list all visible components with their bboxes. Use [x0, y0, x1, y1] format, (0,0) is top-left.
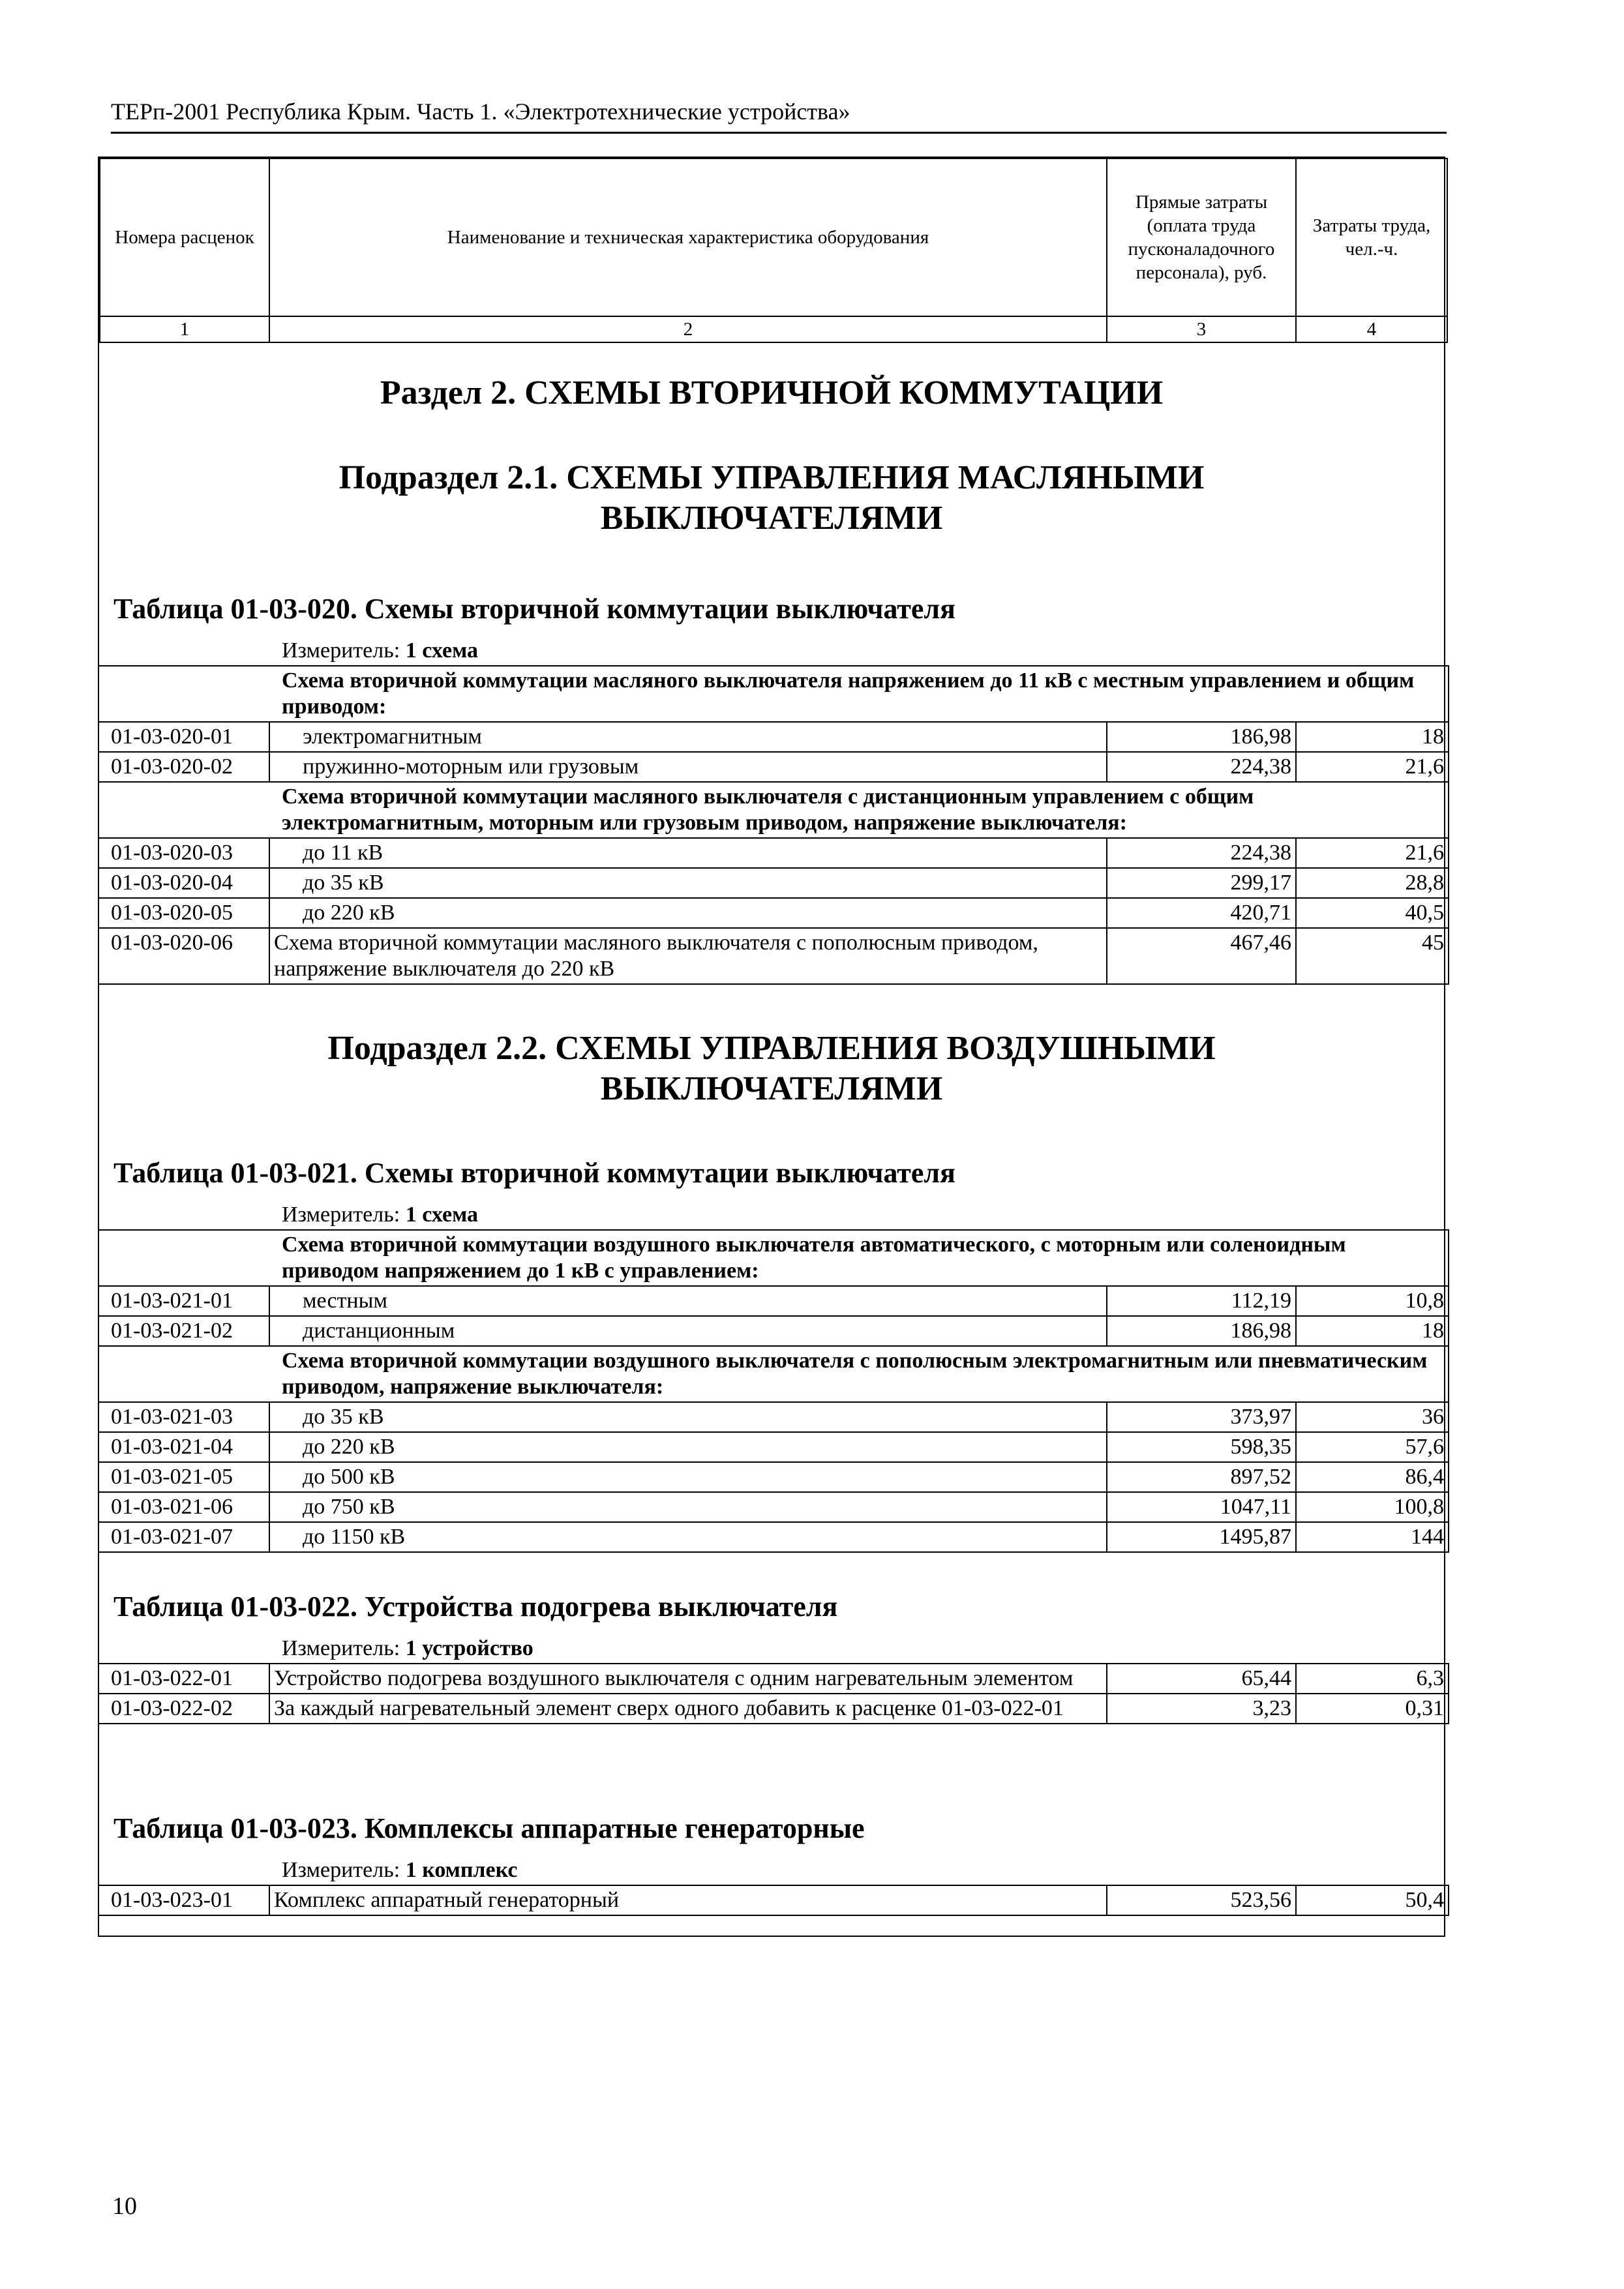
- rate-name: до 35 кВ: [269, 1402, 1107, 1432]
- rate-cost: 65,44: [1107, 1664, 1296, 1694]
- rate-name: электромагнитным: [269, 722, 1107, 752]
- col-header-labor: Затраты труда, чел.-ч.: [1296, 158, 1447, 316]
- table-row: [98, 1432, 1449, 1462]
- rate-cost: 3,23: [1107, 1694, 1296, 1724]
- measure-unit: 1 схема: [405, 1203, 479, 1227]
- rate-labor: 36: [1296, 1402, 1449, 1432]
- rate-labor: 144: [1296, 1522, 1449, 1552]
- rate-code: 01-03-021-05: [98, 1462, 269, 1492]
- col-header-cost: Прямые затраты (оплата труда пусконаладочного персонала), руб.: [1107, 158, 1296, 316]
- col-number-4: 4: [1296, 316, 1447, 342]
- table-row: [98, 752, 1449, 782]
- rate-labor: 18: [1296, 722, 1449, 752]
- table-row: [98, 1286, 1449, 1316]
- rate-code: 01-03-020-01: [98, 722, 269, 752]
- subsection-title-1: Подраздел 2.1. СХЕМЫ УПРАВЛЕНИЯ МАСЛЯНЫМИ ВЫКЛЮЧАТЕЛЯМИ: [338, 459, 1205, 537]
- group-header: Схема вторичной коммутации масляного выключателя с дистанционным управлением с общим электромагнитным, моторным или грузовым приводом, напряжение выключателя:: [98, 782, 1449, 838]
- rate-labor: 6,3: [1296, 1664, 1449, 1694]
- rate-name: Схема вторичной коммутации масляного выключателя с пополюсным приводом, напряжение выключателя до 220 кВ: [269, 928, 1107, 984]
- rate-code: 01-03-020-02: [98, 752, 269, 782]
- column-header-table: [99, 158, 1448, 343]
- rate-name: местным: [269, 1286, 1107, 1316]
- table-row: [98, 928, 1449, 984]
- rate-name: Комплекс аппаратный генераторный: [269, 1885, 1107, 1915]
- group-row: [98, 1346, 1449, 1402]
- rate-labor: 86,4: [1296, 1462, 1449, 1492]
- rate-code: 01-03-022-02: [98, 1694, 269, 1724]
- rate-code: 01-03-021-03: [98, 1402, 269, 1432]
- rate-labor: 21,6: [1296, 752, 1449, 782]
- content-frame: [98, 157, 1445, 1937]
- table-row: [98, 1694, 1449, 1724]
- table-row: [98, 1492, 1449, 1522]
- table-row: [98, 868, 1449, 898]
- rate-name: до 220 кВ: [269, 1432, 1107, 1462]
- rate-cost: 224,38: [1107, 752, 1296, 782]
- measure-unit: 1 схема: [405, 638, 479, 663]
- measure-023: [282, 1857, 517, 1884]
- rate-cost: 186,98: [1107, 722, 1296, 752]
- table-title-021: Таблица 01-03-021. Схемы вторичной коммутации выключателя: [113, 1157, 955, 1189]
- rate-name: до 750 кВ: [269, 1492, 1107, 1522]
- rate-cost: 598,35: [1107, 1432, 1296, 1462]
- rate-code: 01-03-021-01: [98, 1286, 269, 1316]
- table-title-020: Таблица 01-03-020. Схемы вторичной коммутации выключателя: [113, 593, 955, 625]
- table-022: [98, 1663, 1449, 1724]
- rate-code: 01-03-020-04: [98, 868, 269, 898]
- section-title: Раздел 2. СХЕМЫ ВТОРИЧНОЙ КОММУТАЦИИ: [380, 374, 1164, 411]
- table-row: [98, 1462, 1449, 1492]
- table-row: [98, 722, 1449, 752]
- rate-name: до 220 кВ: [269, 898, 1107, 928]
- table-title-023: Таблица 01-03-023. Комплексы аппаратные генераторные: [113, 1812, 865, 1844]
- rate-name: пружинно-моторным или грузовым: [269, 752, 1107, 782]
- rate-name: до 1150 кВ: [269, 1522, 1107, 1552]
- table-row: [98, 1402, 1449, 1432]
- rate-labor: 0,31: [1296, 1694, 1449, 1724]
- rate-cost: 112,19: [1107, 1286, 1296, 1316]
- rate-cost: 420,71: [1107, 898, 1296, 928]
- group-row: [98, 1230, 1449, 1286]
- rate-labor: 100,8: [1296, 1492, 1449, 1522]
- rate-cost: 1047,11: [1107, 1492, 1296, 1522]
- rate-labor: 18: [1296, 1316, 1449, 1346]
- rate-code: 01-03-020-03: [98, 838, 269, 868]
- measure-021: [282, 1201, 478, 1229]
- rate-code: 01-03-020-06: [98, 928, 269, 984]
- group-row: [98, 782, 1449, 838]
- table-row: [98, 1664, 1449, 1694]
- subsection-title-2: Подраздел 2.2. СХЕМЫ УПРАВЛЕНИЯ ВОЗДУШНЫМИ ВЫКЛЮЧАТЕЛЯМИ: [327, 1030, 1216, 1107]
- group-row: [98, 666, 1449, 722]
- rate-labor: 40,5: [1296, 898, 1449, 928]
- table-row: [98, 1885, 1449, 1915]
- rate-code: 01-03-021-06: [98, 1492, 269, 1522]
- rate-cost: 299,17: [1107, 868, 1296, 898]
- group-header: Схема вторичной коммутации масляного выключателя напряжением до 11 кВ с местным управлением и общим приводом:: [98, 666, 1449, 722]
- col-number-1: 1: [100, 316, 269, 342]
- table-020: [98, 665, 1449, 985]
- col-number-3: 3: [1107, 316, 1296, 342]
- rate-cost: 523,56: [1107, 1885, 1296, 1915]
- rate-name: За каждый нагревательный элемент сверх одного добавить к расценке 01-03-022-01: [269, 1694, 1107, 1724]
- rate-cost: 373,97: [1107, 1402, 1296, 1432]
- rate-cost: 1495,87: [1107, 1522, 1296, 1552]
- table-row: [98, 1522, 1449, 1552]
- rate-code: 01-03-023-01: [98, 1885, 269, 1915]
- rate-name: Устройство подогрева воздушного выключателя с одним нагревательным элементом: [269, 1664, 1107, 1694]
- group-header: Схема вторичной коммутации воздушного выключателя автоматического, с моторным или соленоидным приводом напряжением до 1 кВ с управлением:: [98, 1230, 1449, 1286]
- measure-unit: 1 устройство: [405, 1636, 534, 1660]
- running-header: ТЕРп-2001 Республика Крым. Часть 1. «Электротехнические устройства»: [111, 97, 1447, 134]
- rate-labor: 21,6: [1296, 838, 1449, 868]
- rate-cost: 897,52: [1107, 1462, 1296, 1492]
- rate-cost: 186,98: [1107, 1316, 1296, 1346]
- measure-unit: 1 комплекс: [405, 1858, 518, 1882]
- rate-labor: 28,8: [1296, 868, 1449, 898]
- rate-code: 01-03-021-04: [98, 1432, 269, 1462]
- rate-labor: 10,8: [1296, 1286, 1449, 1316]
- table-row: [98, 1316, 1449, 1346]
- rate-name: до 35 кВ: [269, 868, 1107, 898]
- rate-code: 01-03-022-01: [98, 1664, 269, 1694]
- rate-code: 01-03-021-02: [98, 1316, 269, 1346]
- table-row: [98, 898, 1449, 928]
- col-header-name: Наименование и техническая характеристика оборудования: [269, 158, 1107, 316]
- group-header: Схема вторичной коммутации воздушного выключателя с пополюсным электромагнитным или пневматическим приводом, напряжение выключателя:: [98, 1346, 1449, 1402]
- page-number: 10: [112, 2192, 137, 2220]
- col-number-2: 2: [269, 316, 1107, 342]
- measure-label: Измеритель:: [282, 638, 400, 663]
- rate-code: 01-03-021-07: [98, 1522, 269, 1552]
- rate-cost: 224,38: [1107, 838, 1296, 868]
- measure-label: Измеритель:: [282, 1636, 400, 1660]
- table-021: [98, 1229, 1449, 1553]
- rate-labor: 45: [1296, 928, 1449, 984]
- rate-labor: 57,6: [1296, 1432, 1449, 1462]
- measure-label: Измеритель:: [282, 1858, 400, 1882]
- rate-labor: 50,4: [1296, 1885, 1449, 1915]
- col-header-code: Номера расценок: [100, 158, 269, 316]
- rate-code: 01-03-020-05: [98, 898, 269, 928]
- rate-name: до 11 кВ: [269, 838, 1107, 868]
- measure-label: Измеритель:: [282, 1203, 400, 1227]
- measure-020: [282, 637, 478, 665]
- table-title-022: Таблица 01-03-022. Устройства подогрева выключателя: [113, 1591, 838, 1623]
- table-023: [98, 1885, 1449, 1916]
- measure-022: [282, 1635, 534, 1662]
- rate-cost: 467,46: [1107, 928, 1296, 984]
- rate-name: до 500 кВ: [269, 1462, 1107, 1492]
- rate-name: дистанционным: [269, 1316, 1107, 1346]
- table-row: [98, 838, 1449, 868]
